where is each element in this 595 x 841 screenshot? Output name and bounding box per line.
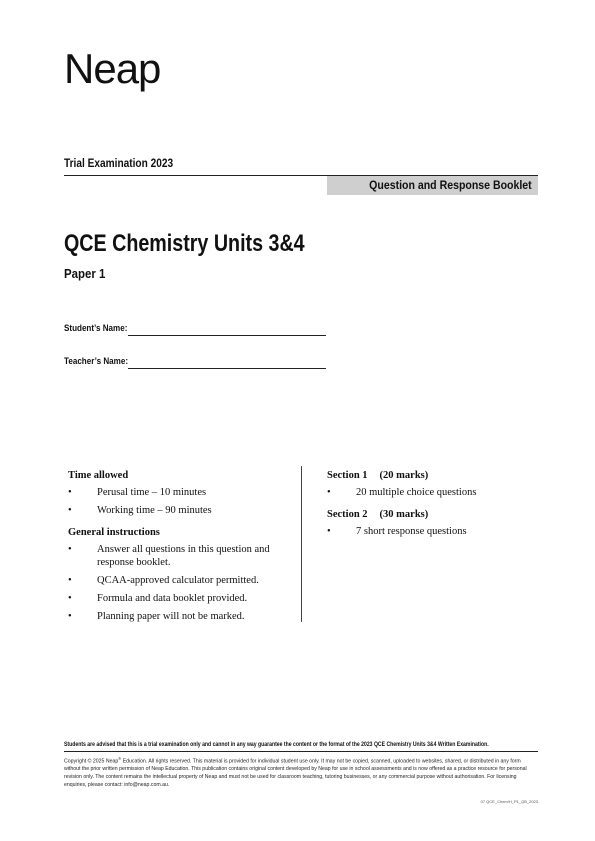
student-name-label: Student’s Name: [64, 323, 128, 334]
list-item: • Working time – 90 minutes [68, 505, 212, 516]
bullet: • [68, 593, 72, 604]
student-name-field[interactable] [64, 323, 334, 337]
student-name-underline[interactable] [128, 335, 326, 336]
list-item: • 20 multiple choice questions [327, 487, 477, 498]
teacher-name-label: Teacher’s Name: [64, 356, 129, 367]
time-allowed-heading: Time allowed [68, 470, 129, 481]
document-code: 07 QCE_Chem/H_P1_QB_2023 [480, 799, 538, 804]
page-title: QCE Chemistry Units 3&4 [64, 230, 305, 257]
instructions-column [68, 470, 293, 628]
section-1-list [327, 486, 537, 499]
general-instructions-list [68, 543, 293, 623]
bullet: • [68, 611, 72, 622]
section-2-list [327, 525, 537, 538]
bullet: • [327, 526, 331, 537]
list-item: • Answer all questions in this question and response booklet. [68, 544, 270, 568]
teacher-name-field[interactable] [64, 356, 334, 370]
trial-examination-label: Trial Examination 2023 [64, 158, 174, 170]
bullet: • [68, 487, 72, 498]
teacher-name-underline[interactable] [128, 368, 326, 369]
list-item: • Planning paper will not be marked. [68, 611, 245, 622]
bullet: • [68, 544, 72, 555]
bullet: • [327, 487, 331, 498]
section-2-heading: Section 2 (30 marks) [327, 509, 429, 520]
booklet-label: Question and Response Booklet [369, 178, 532, 192]
list-item: • QCAA-approved calculator permitted. [68, 575, 259, 586]
trial-disclaimer: Students are advised that this is a trial examination only and cannot in any way guarantee the content or the format of the 2023 QCE Chemistry Units 3&4 Written Examination. [64, 741, 489, 748]
bullet: • [68, 575, 72, 586]
list-item: • Perusal time – 10 minutes [68, 487, 207, 498]
neap-logo: Neap [64, 45, 161, 92]
list-item: • 7 short response questions [327, 526, 467, 537]
time-allowed-list [68, 486, 293, 517]
list-item: • Formula and data booklet provided. [68, 593, 248, 604]
column-divider [301, 466, 302, 622]
bullet: • [68, 505, 72, 516]
footer-rule [64, 751, 538, 752]
copyright-notice: Copyright © 2025 Neap® Education. All rights reserved. This material is provided for individual student use only. It may not be copied, scanned, uploaded to websites, shared, or distributed in any form without the prior written permission of Neap Education. This publication contains original content developed by Neap for use in school assessments and is now offered as a practice resource for personal revision only. The content remains the intellectual property of Neap and must not be used for classroom teaching, tutoring businesses, or any commercial purpose without authorisation. For licensing enquiries, please contact: info@neap.com.au. [64, 756, 527, 788]
paper-label: Paper 1 [64, 266, 106, 281]
sections-column [327, 470, 537, 543]
general-instructions-heading: General instructions [68, 527, 160, 538]
section-1-heading: Section 1 (20 marks) [327, 470, 429, 481]
booklet-banner [327, 176, 538, 195]
